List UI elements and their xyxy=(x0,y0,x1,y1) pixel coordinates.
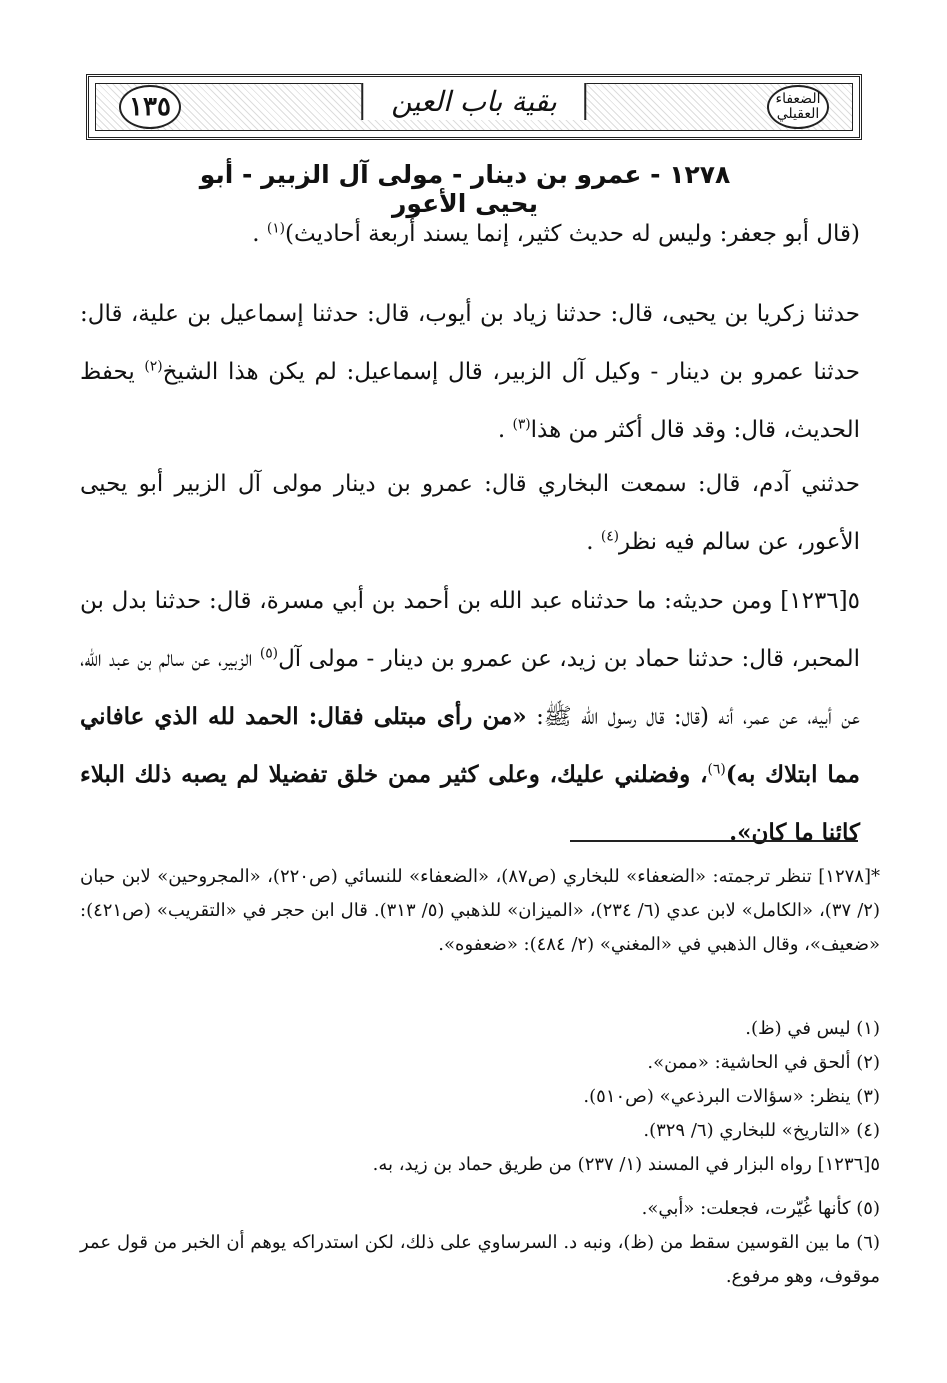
footnote-ref-1: (١) xyxy=(266,220,286,237)
hadith-isnad-b: الزبير، عن سالم بن عبد الله، عن أبيه، عن عمر، أنه (قال: قال رسول الله ﷺ: xyxy=(80,646,860,730)
page-number: ١٣٥ xyxy=(129,92,171,122)
hadith-matn-a: «من رأى مبتلى فقال: الحمد لله الذي عافاني مما ابتلاك به) xyxy=(80,703,860,788)
paragraph-2-text-a: حدثنا زكريا بن يحيى، قال: حدثنا زياد بن أيوب، قال: حدثنا إسماعيل بن علية، قال: حدثنا عمرو بن دينار - وكيل آل الزبير، قال إسماعيل: لم يكن هذا الشيخ xyxy=(80,301,860,385)
footnote-hadith: ٥[١٢٣٦] رواه البزار في المسند (١/ ٢٣٧) من طريق حماد بن زيد، به. xyxy=(372,1154,880,1175)
paragraph-1-text: (قال أبو جعفر: وليس له حديث كثير، إنما يسند أربعة أحاديث) xyxy=(285,221,860,247)
paragraph-3 xyxy=(80,455,860,571)
footnote-ref-2: (٢) xyxy=(144,358,163,375)
footnote-ref-3: (٣) xyxy=(512,416,531,433)
paragraph-1-end: . xyxy=(252,221,260,247)
footnote-separator xyxy=(570,840,858,842)
footnote-3: (٣) ينظر: «سؤالات البرذعي» (ص٥١٠). xyxy=(583,1086,880,1107)
page-header-frame xyxy=(86,74,862,140)
footnote-bio: *[١٢٧٨] تنظر ترجمته: «الضعفاء» للبخاري (ص٨٧)، «الضعفاء» للنسائي (ص٢٢٠)، «المجروحين» لابن حبان (٢/ ٣٧)، «الكامل» لابن عدي (٦/ ٢٣٤)، «الميزان» للذهبي (٥/ ٣١٣). قال ابن حجر في «التقريب» (ص٤٢١): «ضعيف»، وقال الذهبي في «المغني» (٢/ ٤٨٤): «ضعفوه». xyxy=(80,866,880,955)
paragraph-3-text: حدثني آدم، قال: سمعت البخاري قال: عمرو بن دينار مولى آل الزبير أبو يحيى الأعور، عن سالم فيه نظر xyxy=(80,471,860,555)
paragraph-2-text-b: يحفظ الحديث، قال: وقد قال أكثر من هذا xyxy=(80,359,860,443)
running-title: بقية باب العين xyxy=(361,83,586,120)
book-logo: الضعفاء العقيلي xyxy=(775,91,821,122)
paragraph-1 xyxy=(80,205,860,263)
footnote-ref-5: (٥) xyxy=(259,645,279,662)
footnote-6: (٦) ما بين القوسين سقط من (ظ)، ونبه د. السرساوي على ذلك، لكن استدراكه يوهم أن الخبر من قول عمر موقوف، وهو مرفوع. xyxy=(80,1232,880,1287)
hadith-isnad-a: ٥[١٢٣٦] ومن حديثه: ما حدثناه عبد الله بن أحمد بن أبي مسرة، قال: حدثنا بدل بن المحبر، قال: حدثنا حماد بن زيد، عن عمرو بن دينار - مولى آل xyxy=(80,588,861,672)
paragraph-2-end: . xyxy=(497,417,506,443)
paragraph-3-end: . xyxy=(586,529,594,555)
book-logo-medallion xyxy=(767,85,829,129)
paragraph-hadith xyxy=(80,572,860,862)
entry-title: ١٢٧٨ - عمرو بن دينار - مولى آل الزبير - أبو يحيى الأعور xyxy=(199,160,731,218)
paragraph-2 xyxy=(80,285,860,459)
footnote-5: (٥) كأنها غُيّرت، فجعلت: «أبي». xyxy=(641,1198,880,1219)
footnote-1: (١) ليس في (ظ). xyxy=(745,1018,880,1039)
hadith-matn-b: ، وفضلني عليك، وعلى كثير ممن خلق تفضيلا لم يصبه ذلك البلاء كائنا ما كان». xyxy=(80,761,860,846)
footnote-4: (٤) «التاريخ» للبخاري (٦/ ٣٢٩). xyxy=(643,1120,880,1141)
page-number-medallion xyxy=(119,85,181,129)
footnote-ref-6: (٦) xyxy=(707,761,726,778)
footnote-2: (٢) ألحق في الحاشية: «ممن». xyxy=(647,1052,880,1073)
footnote-ref-4: (٤) xyxy=(600,528,620,545)
